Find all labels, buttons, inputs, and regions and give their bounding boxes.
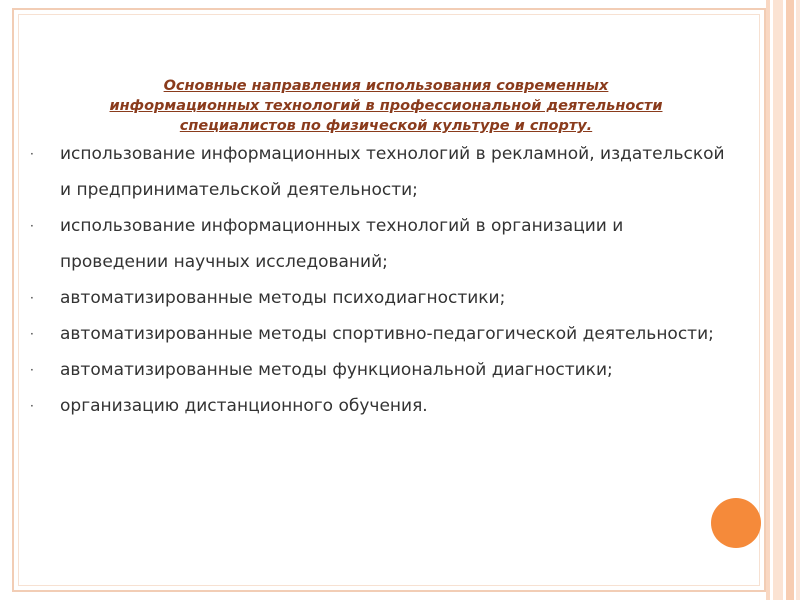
slide-title-line: Основные направления использования современных: [163, 78, 609, 94]
bullet-text: использование информационных технологий в рекламной, издательской и предпринимательской деятельности;: [60, 144, 725, 200]
bullet-text: организацию дистанционного обучения.: [60, 396, 428, 416]
bullet-text: автоматизированные методы функциональной диагностики;: [60, 360, 613, 380]
bullet-item: [30, 208, 730, 280]
slide-title-line: информационных технологий в профессиональной деятельности: [109, 98, 663, 114]
bullet-marker: ·: [30, 399, 34, 413]
slide-title: [28, 76, 744, 136]
bullet-marker: ·: [30, 363, 34, 377]
bullet-marker: ·: [30, 219, 34, 233]
decorative-orange-circle: [711, 498, 761, 548]
bullet-item: [30, 316, 730, 352]
decorative-stripe: [786, 0, 794, 600]
bullet-item: [30, 136, 730, 208]
decorative-stripe: [796, 0, 800, 600]
bullet-marker: ·: [30, 291, 34, 305]
decorative-stripe: [766, 0, 770, 600]
bullet-marker: ·: [30, 147, 34, 161]
bullet-text: автоматизированные методы спортивно-педагогической деятельности;: [60, 324, 714, 344]
bullet-text: использование информационных технологий в организации и проведении научных исследований;: [60, 216, 624, 272]
slide-title-line: специалистов по физической культуре и спорту.: [179, 118, 593, 134]
bullet-text: автоматизированные методы психодиагностики;: [60, 288, 506, 308]
bullet-item: [30, 352, 730, 388]
decorative-stripe: [773, 0, 783, 600]
bullet-item: [30, 388, 730, 424]
bullet-marker: ·: [30, 327, 34, 341]
bullet-list: [30, 136, 730, 424]
bullet-item: [30, 280, 730, 316]
